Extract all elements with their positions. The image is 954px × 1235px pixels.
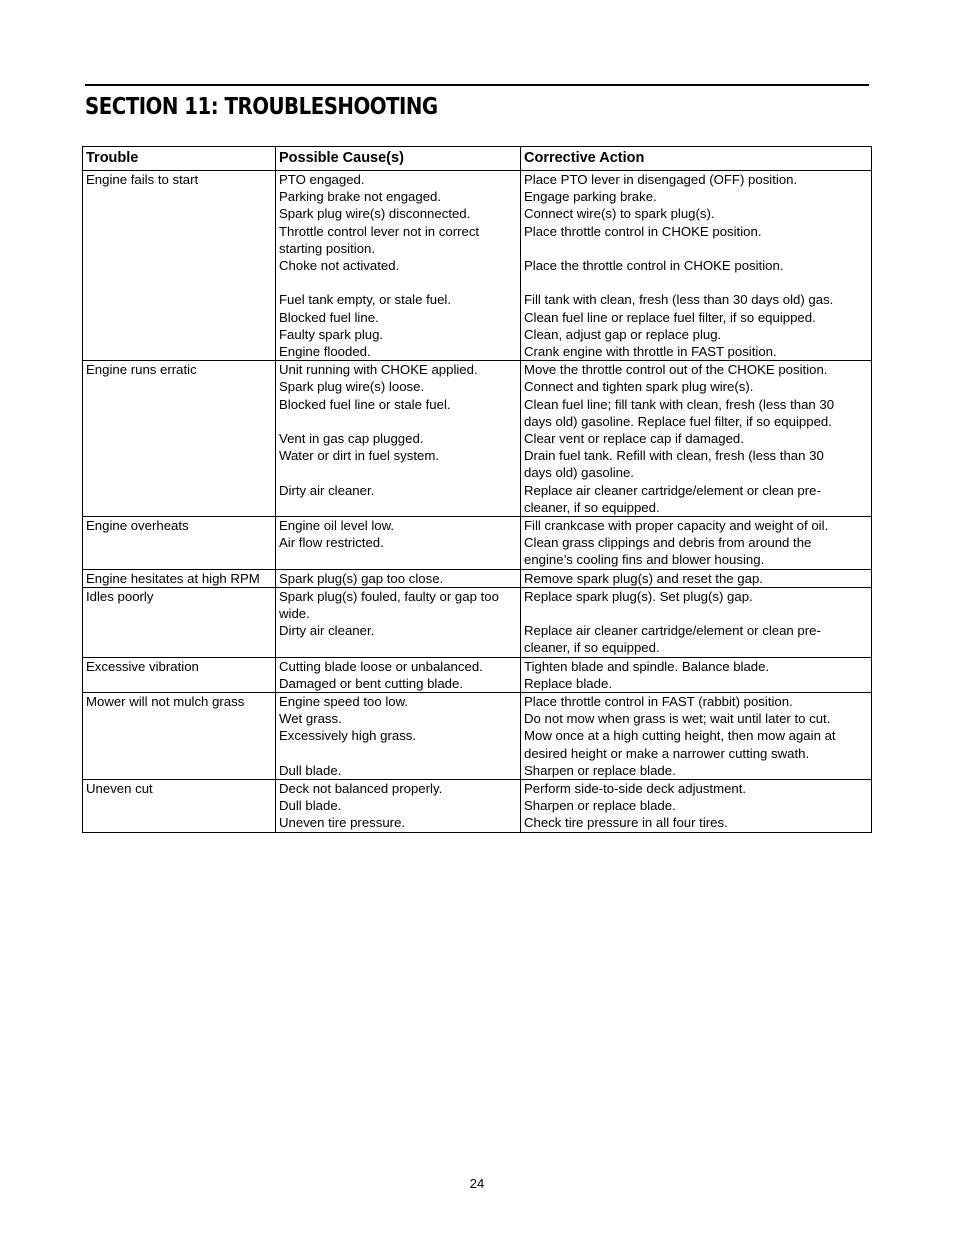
cause-line: Dull blade.: [279, 798, 342, 814]
spacer-line: [524, 274, 869, 291]
cause-line: Engine flooded.: [279, 344, 371, 360]
possible-cause-cell: [276, 693, 521, 780]
cause-line: Wet grass.: [279, 711, 342, 727]
cause-line: Vent in gas cap plugged.: [279, 431, 424, 447]
page-number: 24: [469, 1176, 485, 1191]
trouble-cell: Engine overheats: [83, 517, 276, 570]
trouble-cell: Uneven cut: [83, 780, 276, 833]
cause-line: Blocked fuel line or stale fuel.: [279, 396, 451, 412]
action-line: days old) gasoline. Replace fuel filter, if so equipped.: [524, 413, 832, 429]
possible-cause-cell: [276, 587, 521, 657]
action-line: Sharpen or replace blade.: [524, 762, 676, 778]
possible-cause-cell: [276, 171, 521, 361]
action-line: desired height or make a narrower cutting swath.: [524, 745, 810, 761]
spacer-line: [279, 464, 518, 481]
action-line: days old) gasoline.: [524, 465, 634, 481]
trouble-cell: Mower will not mulch grass: [83, 693, 276, 780]
table-row: [83, 693, 872, 780]
cause-line: Excessively high grass.: [279, 728, 417, 744]
table-row: [83, 587, 872, 657]
action-line: Do not mow when grass is wet; wait until later to cut.: [524, 711, 831, 727]
trouble-cell: Engine hesitates at high RPM: [83, 569, 276, 587]
cause-line: Faulty spark plug.: [279, 326, 384, 342]
action-line: Place the throttle control in CHOKE position.: [524, 258, 784, 273]
action-line: Clear vent or replace cap if damaged.: [524, 431, 744, 447]
action-line: Remove spark plug(s) and reset the gap.: [524, 570, 763, 586]
header-corrective-action: Corrective Action: [521, 147, 872, 171]
cause-line: Air flow restricted.: [279, 535, 384, 551]
top-rule: [85, 84, 869, 86]
action-line: Connect and tighten spark plug wire(s).: [524, 379, 754, 395]
troubleshooting-table: [82, 146, 872, 833]
action-line: Drain fuel tank. Refill with clean, fresh (less than 30: [524, 448, 824, 464]
cause-line: Spark plug(s) gap too close.: [279, 570, 444, 586]
action-line: Crank engine with throttle in FAST position.: [524, 344, 777, 359]
cause-line: Fuel tank empty, or stale fuel.: [279, 292, 452, 308]
trouble-cell: Excessive vibration: [83, 657, 276, 692]
possible-cause-cell: [276, 657, 521, 692]
table-header-row: [83, 147, 872, 171]
table-row: [83, 657, 872, 692]
spacer-line: [279, 499, 518, 516]
action-line: Place throttle control in FAST (rabbit) position.: [524, 694, 793, 710]
header-possible-causes: Possible Cause(s): [276, 147, 521, 171]
possible-cause-cell: [276, 569, 521, 587]
cause-line: Throttle control lever not in correct: [279, 223, 480, 239]
action-line: Fill tank with clean, fresh (less than 30 days old) gas.: [524, 292, 834, 308]
table-row: [83, 517, 872, 570]
corrective-action-cell: [521, 780, 872, 833]
action-line: Replace spark plug(s). Set plug(s) gap.: [524, 588, 753, 604]
cause-line: Blocked fuel line.: [279, 309, 379, 325]
cause-line: Cutting blade loose or unbalanced.: [279, 658, 483, 674]
possible-cause-cell: [276, 361, 521, 517]
spacer-line: [279, 413, 518, 430]
table-row: [83, 780, 872, 833]
cause-line: Dirty air cleaner.: [279, 623, 375, 639]
action-line: Tighten blade and spindle. Balance blade.: [524, 658, 770, 674]
possible-cause-cell: [276, 780, 521, 833]
trouble-cell: Idles poorly: [83, 587, 276, 657]
table-row: [83, 171, 872, 361]
action-line: Replace air cleaner cartridge/element or clean pre-: [524, 482, 821, 498]
cause-line: Spark plug wire(s) disconnected.: [279, 206, 471, 222]
spacer-line: [279, 551, 518, 568]
spacer-line: [524, 605, 869, 622]
action-line: Fill crankcase with proper capacity and weight of oil.: [524, 518, 829, 534]
corrective-action-cell: [521, 569, 872, 587]
corrective-action-cell: [521, 693, 872, 780]
table-row: [83, 569, 872, 587]
table-body: [83, 171, 872, 833]
cause-line: Engine oil level low.: [279, 518, 395, 534]
action-line: cleaner, if so equipped.: [524, 640, 660, 656]
cause-line: Choke not activated.: [279, 258, 400, 274]
trouble-cell: Engine fails to start: [83, 171, 276, 361]
corrective-action-cell: [521, 517, 872, 570]
action-line: Place throttle control in CHOKE position.: [524, 223, 762, 239]
cause-line: Parking brake not engaged.: [279, 189, 442, 205]
spacer-line: [279, 745, 518, 762]
cause-line: Damaged or bent cutting blade.: [279, 675, 464, 691]
action-line: Perform side-to-side deck adjustment.: [524, 781, 747, 797]
action-line: Place PTO lever in disengaged (OFF) position.: [524, 172, 798, 187]
action-line: engine’s cooling fins and blower housing.: [524, 552, 765, 568]
action-line: Sharpen or replace blade.: [524, 798, 676, 814]
action-line: Connect wire(s) to spark plug(s).: [524, 206, 715, 222]
cause-line: wide.: [279, 606, 310, 622]
action-line: Engage parking brake.: [524, 189, 657, 205]
possible-cause-cell: [276, 517, 521, 570]
cause-line: Spark plug(s) fouled, faulty or gap too: [279, 588, 499, 604]
cause-line: PTO engaged.: [279, 172, 365, 187]
cause-line: Unit running with CHOKE applied.: [279, 362, 478, 378]
action-line: Clean, adjust gap or replace plug.: [524, 326, 722, 342]
cause-line: Dirty air cleaner.: [279, 482, 375, 498]
spacer-line: [279, 274, 518, 291]
corrective-action-cell: [521, 657, 872, 692]
cause-line: Engine speed too low.: [279, 694, 409, 710]
action-line: Clean fuel line or replace fuel filter, if so equipped.: [524, 309, 816, 325]
cause-line: Spark plug wire(s) loose.: [279, 379, 425, 395]
table-row: [83, 361, 872, 517]
header-trouble: Trouble: [83, 147, 276, 171]
cause-line: Dull blade.: [279, 762, 342, 778]
corrective-action-cell: [521, 171, 872, 361]
action-line: cleaner, if so equipped.: [524, 499, 660, 515]
cause-line: Deck not balanced properly.: [279, 781, 443, 797]
action-line: Clean fuel line; fill tank with clean, fresh (less than 30: [524, 396, 835, 412]
spacer-line: [524, 240, 869, 257]
action-line: Move the throttle control out of the CHOKE position.: [524, 362, 828, 378]
action-line: Mow once at a high cutting height, then mow again at: [524, 728, 836, 744]
cause-line: starting position.: [279, 240, 376, 256]
action-line: Check tire pressure in all four tires.: [524, 815, 728, 831]
cause-line: Water or dirt in fuel system.: [279, 448, 440, 464]
action-line: Replace blade.: [524, 675, 612, 691]
corrective-action-cell: [521, 587, 872, 657]
section-title: SECTION 11: TROUBLESHOOTING: [85, 94, 438, 120]
trouble-cell: Engine runs erratic: [83, 361, 276, 517]
action-line: Replace air cleaner cartridge/element or clean pre-: [524, 623, 821, 639]
action-line: Clean grass clippings and debris from around the: [524, 535, 812, 551]
cause-line: Uneven tire pressure.: [279, 815, 406, 831]
corrective-action-cell: [521, 361, 872, 517]
spacer-line: [279, 639, 518, 656]
